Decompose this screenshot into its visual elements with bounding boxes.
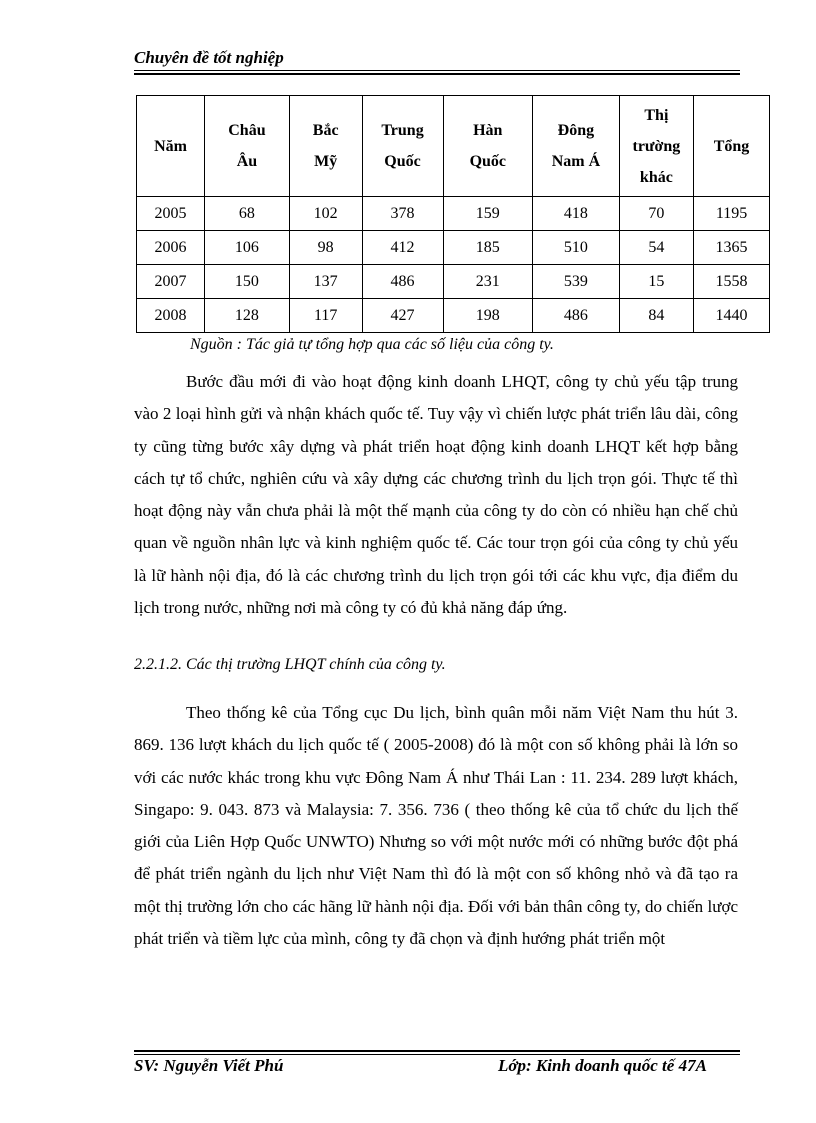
table-row: [137, 197, 770, 231]
body-paragraph: Bước đầu mới đi vào hoạt động kinh doanh LHQT, công ty chủ yếu tập trung vào 2 loại hình gửi và nhận khách quốc tế. Tuy vậy vì chiến lược phát triển lâu dài, công ty cũng từng bước xây dựng và phát triển hoạt động kinh doanh LHQT kết hợp bằng cách tự tổ chức, nghiên cứu và xây dựng các chương trình du lịch trọn gói. Thực tế thì hoạt động này vẫn chưa phải là một thế mạnh của công ty do còn có nhiều hạn chế chủ quan về nguồn nhân lực và kinh nghiệm quốc tế. Các tour trọn gói của công ty chủ yếu là lữ hành nội địa, đó là các chương trình du lịch trọn gói tới các khu vực, địa điểm du lịch trong nước, những nơi mà công ty có đủ khả năng đáp ứng.: [134, 372, 738, 618]
footer-class-name: Lớp: Kinh doanh quốc tế 47A: [498, 1056, 707, 1075]
cell-total: 1195: [694, 197, 770, 231]
cell-southeast-asia: 510: [533, 231, 620, 265]
cell-north-america: 137: [289, 265, 362, 299]
cell-korea: 159: [443, 197, 533, 231]
column-header-north-america: Bắc Mỹ: [289, 96, 362, 197]
cell-korea: 185: [443, 231, 533, 265]
cell-other-markets: 84: [619, 299, 693, 333]
cell-other-markets: 70: [619, 197, 693, 231]
tourist-markets-table: [136, 95, 770, 333]
cell-year: 2008: [137, 299, 205, 333]
cell-north-america: 102: [289, 197, 362, 231]
cell-china: 427: [362, 299, 443, 333]
cell-year: 2006: [137, 231, 205, 265]
cell-korea: 231: [443, 265, 533, 299]
cell-other-markets: 15: [619, 265, 693, 299]
cell-other-markets: 54: [619, 231, 693, 265]
cell-china: 486: [362, 265, 443, 299]
column-header-total: Tổng: [694, 96, 770, 197]
cell-total: 1558: [694, 265, 770, 299]
cell-china: 412: [362, 231, 443, 265]
table-source-note: Nguồn : Tác giả tự tổng hợp qua các số liệu của công ty.: [190, 336, 554, 353]
table-header-row: [137, 96, 770, 197]
footer-student-name: SV: Nguyễn Viết Phú: [134, 1056, 284, 1075]
page-header-title: Chuyên đề tốt nghiệp: [134, 48, 284, 67]
cell-year: 2005: [137, 197, 205, 231]
cell-north-america: 98: [289, 231, 362, 265]
column-header-southeast-asia: Đông Nam Á: [533, 96, 620, 197]
cell-southeast-asia: 539: [533, 265, 620, 299]
table-row: [137, 265, 770, 299]
cell-north-america: 117: [289, 299, 362, 333]
cell-southeast-asia: 418: [533, 197, 620, 231]
column-header-china: Trung Quốc: [362, 96, 443, 197]
cell-korea: 198: [443, 299, 533, 333]
cell-europe: 106: [205, 231, 290, 265]
column-header-other-markets: Thị trường khác: [619, 96, 693, 197]
cell-total: 1365: [694, 231, 770, 265]
section-heading: 2.2.1.2. Các thị trường LHQT chính của công ty.: [134, 656, 446, 673]
cell-china: 378: [362, 197, 443, 231]
body-paragraph: Theo thống kê của Tổng cục Du lịch, bình quân mỗi năm Việt Nam thu hút 3. 869. 136 lượt khách du lịch quốc tế ( 2005-2008) đó là một con số không phải là lớn so với các nước khác trong khu vực Đông Nam Á như Thái Lan : 11. 234. 289 lượt khách, Singapo: 9. 043. 873 và Malaysia: 7. 356. 736 ( theo thống kê của tổ chức du lịch thế giới của Liên Hợp Quốc UNWTO) Nhưng so với một nước mới có những bước đột phá để phát triển ngành du lịch như Việt Nam thì đó là một con số không nhỏ và đã tạo ra một thị trường lớn cho các hãng lữ hành nội địa. Đối với bản thân công ty, do chiến lược phát triển và tiềm lực của mình, công ty đã chọn và định hướng phát triển một: [134, 703, 738, 949]
footer-divider: [134, 1050, 740, 1055]
cell-europe: 68: [205, 197, 290, 231]
table-row: [137, 231, 770, 265]
cell-europe: 128: [205, 299, 290, 333]
table-row: [137, 299, 770, 333]
header-divider: [134, 70, 740, 75]
cell-year: 2007: [137, 265, 205, 299]
cell-europe: 150: [205, 265, 290, 299]
column-header-korea: Hàn Quốc: [443, 96, 533, 197]
cell-total: 1440: [694, 299, 770, 333]
column-header-europe: Châu Âu: [205, 96, 290, 197]
cell-southeast-asia: 486: [533, 299, 620, 333]
column-header-year: Năm: [137, 96, 205, 197]
